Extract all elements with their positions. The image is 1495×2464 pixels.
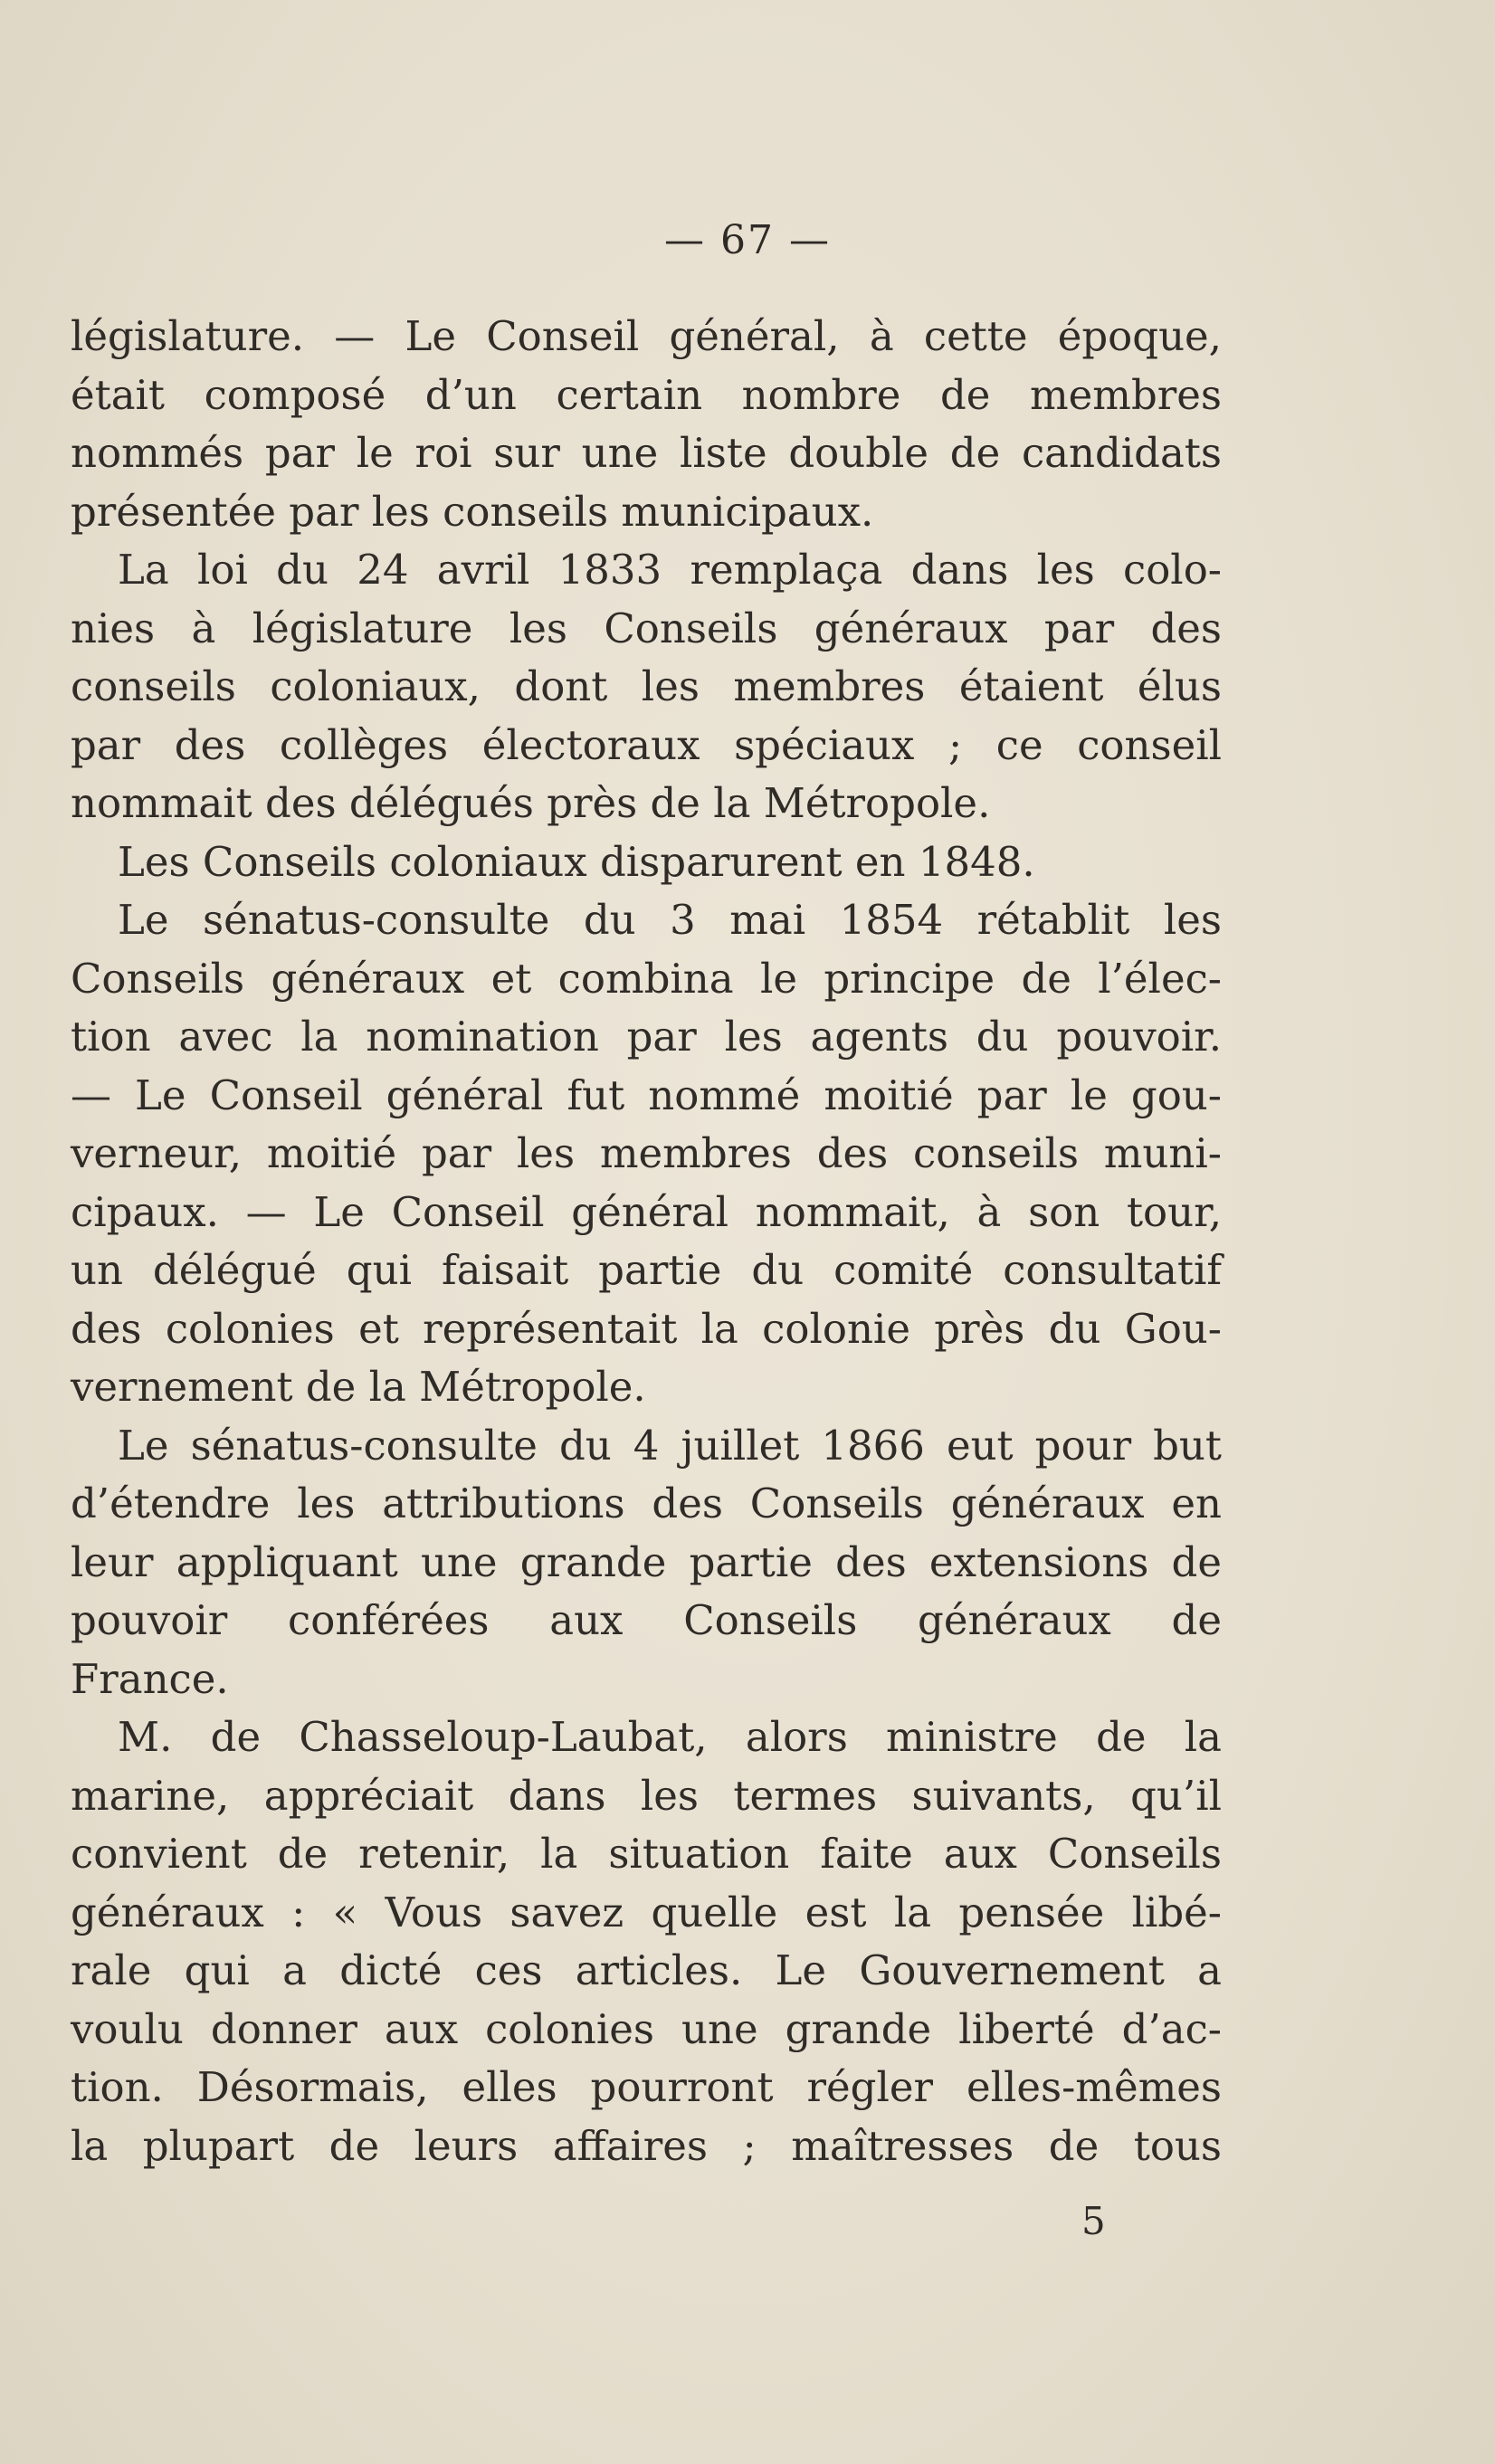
text-line: Le sénatus-consulte du 3 mai 1854 rétablit les (118, 896, 1222, 944)
text-line: nies à législature les Conseils généraux par des (71, 604, 1222, 652)
text-line: Conseils généraux et combina le principe de l’élec- (71, 954, 1222, 1003)
text-line: cipaux. — Le Conseil général nommait, à son tour, (71, 1187, 1222, 1236)
text-line: un délégué qui faisait partie du comité consultatif (71, 1246, 1222, 1294)
text-line: nommait des délégués près de la Métropole. (71, 779, 991, 827)
text-line: convient de retenir, la situation faite aux Conseils (71, 1830, 1222, 1878)
text-line: présentée par les conseils municipaux. (71, 487, 874, 536)
page-number: — 67 — (664, 217, 831, 263)
text-line: généraux : « Vous savez quelle est la pensée libé- (71, 1888, 1222, 1936)
text-line: d’étendre les attributions des Conseils généraux en (71, 1479, 1222, 1527)
text-line: conseils coloniaux, dont les membres étaient élus (71, 662, 1222, 710)
text-line: était composé d’un certain nombre de membres (71, 370, 1222, 419)
text-line: la plupart de leurs affaires ; maîtresses de tous (71, 2121, 1222, 2170)
signature-mark: 5 (1081, 2199, 1106, 2243)
text-line: tion avec la nomination par les agents du pouvoir. (71, 1013, 1222, 1061)
text-line: rale qui a dicté ces articles. Le Gouvernement a (71, 1946, 1222, 1994)
text-line: par des collèges électoraux spéciaux ; ce conseil (71, 720, 1222, 769)
text-line: voulu donner aux colonies une grande liberté d’ac- (71, 2004, 1222, 2053)
text-line: — Le Conseil général fut nommé moitié par le gou- (71, 1070, 1222, 1119)
text-line: législature. — Le Conseil général, à cette époque, (71, 312, 1222, 360)
text-line: nommés par le roi sur une liste double de candidats (71, 429, 1222, 477)
text-line: tion. Désormais, elles pourront régler elles-mêmes (71, 2063, 1222, 2111)
text-line: leur appliquant une grande partie des extensions de (71, 1537, 1222, 1586)
text-line: marine, appréciait dans les termes suivants, qu’il (71, 1771, 1222, 1820)
text-line: Les Conseils coloniaux disparurent en 1848. (118, 837, 1035, 886)
text-line: Le sénatus-consulte du 4 juillet 1866 eut pour but (118, 1421, 1222, 1470)
text-line: pouvoir conférées aux Conseils généraux de (71, 1596, 1222, 1644)
body-text (71, 308, 1222, 2175)
text-line: des colonies et représentait la colonie près du Gou- (71, 1304, 1222, 1353)
text-line: M. de Chasseloup-Laubat, alors ministre de la (118, 1713, 1222, 1761)
text-line: vernement de la Métropole. (71, 1363, 646, 1411)
text-line: La loi du 24 avril 1833 remplaça dans les colo- (118, 546, 1222, 594)
text-line: France. (71, 1654, 229, 1703)
text-line: verneur, moitié par les membres des conseils muni- (71, 1129, 1222, 1177)
